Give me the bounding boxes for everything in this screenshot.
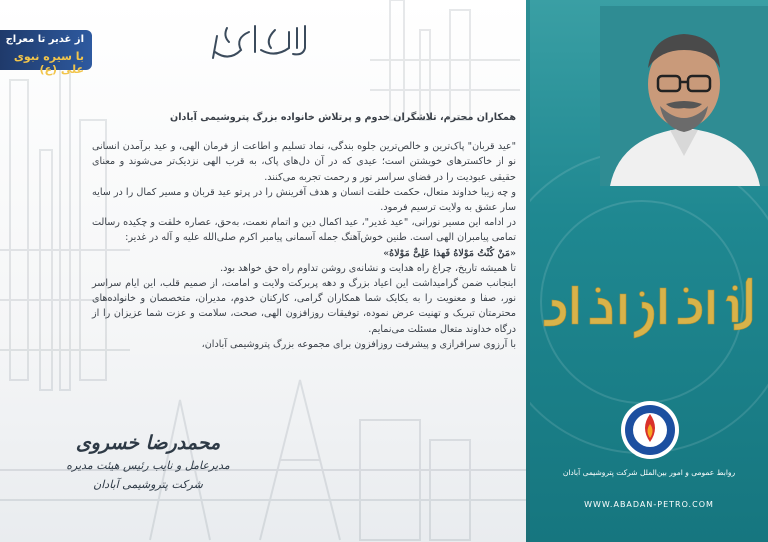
letter-greeting: همکاران محترم، تلاشگران خدوم و پرتلاش خانواده بزرگ پتروشیمی آبادان [170, 112, 516, 123]
signatory-title: مدیرعامل و نایب رئیس هیئت مدیره [66, 459, 230, 472]
event-badge [0, 30, 92, 76]
letter-paragraph-1: "عید قربان" پاک‌ترین و خالص‌ترین جلوه بندگی، نماد تسلیم و اطاعت از فرمان الهی، و عید برآمدن انسانی نو از خاکسترهای خویشتن است؛ عیدی که در آن دل‌های پاک، به قرب الهی نزدیک‌تر می‌شوند و معنای حقیقی عبودیت را در فضای سراسر نور و رحمت تجربه می‌کنند. [92, 141, 516, 183]
letter-body [92, 110, 516, 352]
bismillah-calligraphy [205, 18, 315, 68]
company-logo [620, 400, 680, 460]
badge-line-2: با سیره نبوی علی (ع) [13, 50, 84, 76]
publisher-caption: روابط عمومی و امور بین‌الملل شرکت پتروشیمی آبادان [562, 468, 736, 477]
ceo-portrait [600, 6, 768, 186]
website-url[interactable]: WWW.ABADAN-PETRO.COM [584, 500, 714, 509]
letter-paragraph-4: تا همیشه تاریخ، چراغ راه هدایت و نشانه‌ی روشن تداوم راه حق خواهد بود. [220, 262, 516, 274]
signatory-name: محمدرضا خسروی [75, 432, 221, 454]
letter-paragraph-2: و چه زیبا خداوند متعال، حکمت خلقت انسان و هدف آفرینش را در پرتو عید قربان و مسیر کمال را در سایه سار عشق به ولایت ترسیم فرمود. [92, 186, 516, 214]
signatory-company: شرکت پتروشیمی آبادان [93, 478, 203, 491]
signature-block [48, 430, 248, 520]
badge-line-1: از غدیر تا معراج [5, 34, 84, 45]
eid-title-calligraphy [538, 268, 768, 348]
hadith-quote: «مَنْ کُنْتُ مَوْلاهُ فَهذا عَلِیٌّ مَوْلاهُ» [383, 247, 516, 259]
letter-paragraph-6: با آرزوی سرافرازی و پیشرفت روزافزون برای مجموعه بزرگ پتروشیمی آبادان، [201, 338, 516, 350]
letter-paragraph-3: در ادامه این مسیر نورانی، "عید غدیر"، عید اکمال دین و اتمام نعمت، به‌حق، عصاره خلقت و چکیده رسالت تمامی پیامبران الهی است. طنین خوش‌آهنگ جمله آسمانی پیامبر اکرم صلی‌الله علیه و آله در غدیر: [92, 217, 516, 244]
letter-paragraph-5: اینجانب ضمن گرامیداشت این اعیاد بزرگ و دهه پربرکت ولایت و امامت، از صمیم قلب، این ایام سراسر نور، صفا و معنویت را به یکایک شما همکاران گرامی، کارکنان خدوم، مدیران، متخصصان و خانواده‌های محترمتان تبریک و تهنیت عرض نموده، توفیقات روزافزون الهی، صحت، سلامت و عزت شما عزیزان را از درگاه خداوند متعال مسئلت می‌نمایم. [92, 278, 516, 335]
